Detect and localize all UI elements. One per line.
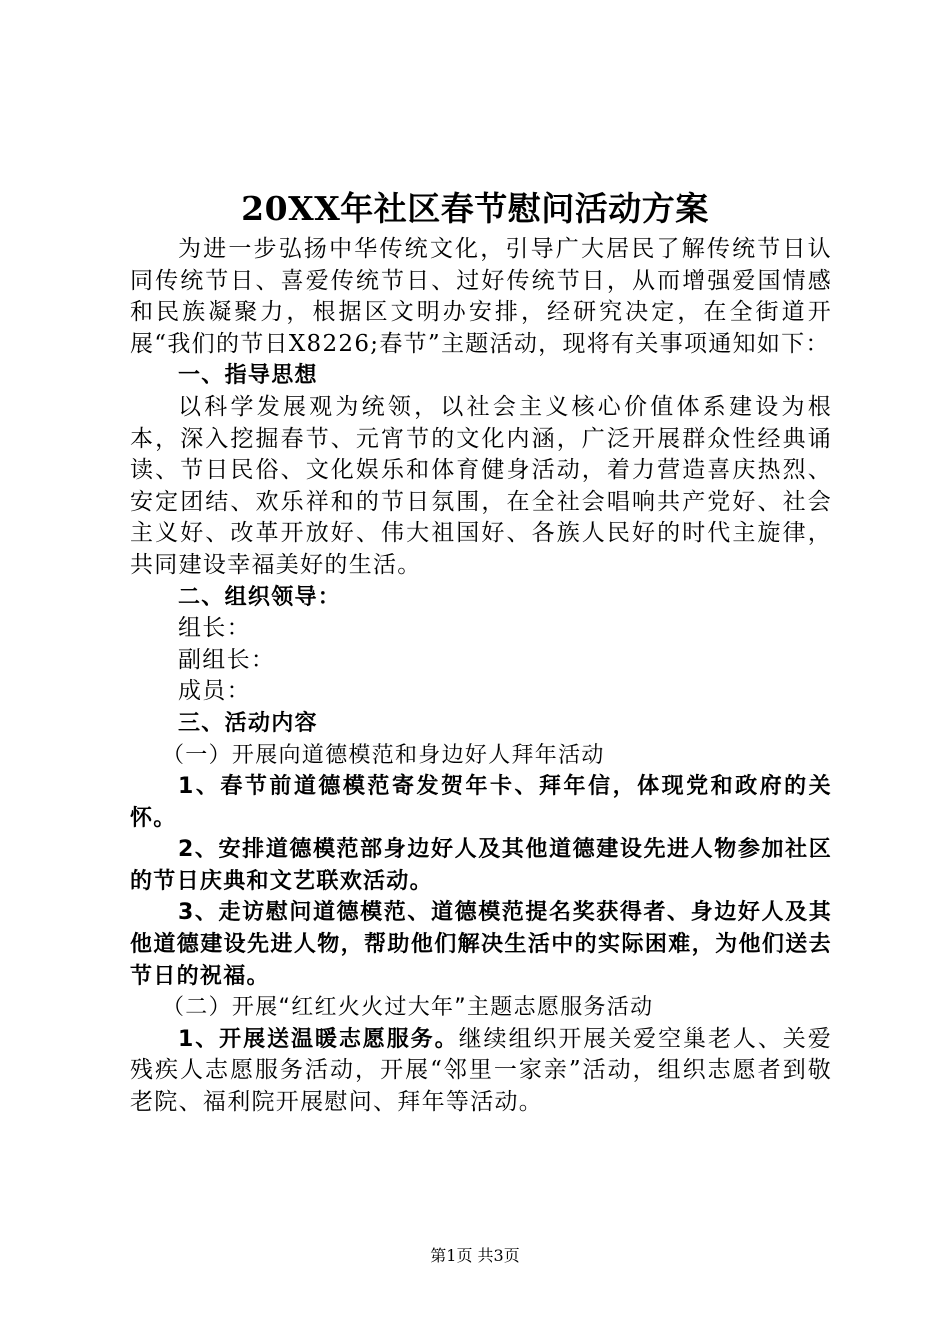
- members-line: 成员：: [178, 678, 251, 705]
- volunteer-item-1-text: 继续组织开展关爱空巢老人、关爱残疾人志愿服务活动，开展“邻里一家亲”活动，组织志愿者到敬老院、福利院开展慰问、拜年等活动。: [130, 1025, 832, 1116]
- subsection-heading-volunteer: （二）开展“红红火火过大年”主题志愿服务活动: [162, 995, 654, 1021]
- document-body: [130, 234, 832, 1119]
- volunteer-item-1: [130, 1024, 832, 1119]
- leader-line: 组长：: [178, 615, 251, 642]
- volunteer-item-1-lead: 1、开展送温暖志愿服务。: [178, 1026, 459, 1052]
- document-title: 20XX年社区春节慰问活动方案: [241, 189, 709, 228]
- section-heading-guiding-ideology: 一、指导思想: [178, 363, 318, 389]
- page-footer: 第1页 共3页: [430, 1246, 520, 1265]
- deputy-leader-line: 副组长：: [178, 646, 276, 673]
- activity-item-1: 1、春节前道德模范寄发贺年卡、拜年信，体现党和政府的关怀。: [130, 774, 832, 831]
- guiding-ideology-paragraph: 以科学发展观为统领，以社会主义核心价值体系建设为根本，深入挖掘春节、元宵节的文化内涵，广泛开展群众性经典诵读、节日民俗、文化娱乐和体育健身活动，着力营造喜庆热烈、安定团结、欢乐祥和的节日氛围，在全社会唱响共产党好、社会主义好、改革开放好、伟大祖国好、各族人民好的时代主旋律，共同建设幸福美好的生活。: [130, 393, 832, 578]
- section-heading-activities: 三、活动内容: [178, 710, 318, 736]
- activity-item-3: 3、走访慰问道德模范、道德模范提名奖获得者、身边好人及其他道德建设先进人物，帮助他们解决生活中的实际困难，为他们送去节日的祝福。: [130, 900, 832, 989]
- subsection-heading-moral-models: （一）开展向道德模范和身边好人拜年活动: [162, 742, 605, 768]
- section-heading-organization: 二、组织领导：: [178, 584, 342, 610]
- activity-item-2: 2、安排道德模范部身边好人及其他道德建设先进人物参加社区的节日庆典和文艺联欢活动。: [130, 837, 832, 894]
- intro-paragraph: 为进一步弘扬中华传统文化，引导广大居民了解传统节日认同传统节日、喜爱传统节日、过好传统节日，从而增强爱国情感和民族凝聚力，根据区文明办安排，经研究决定，在全街道开展“我们的节日X8226;春节”主题活动，现将有关事项通知如下：: [130, 236, 832, 357]
